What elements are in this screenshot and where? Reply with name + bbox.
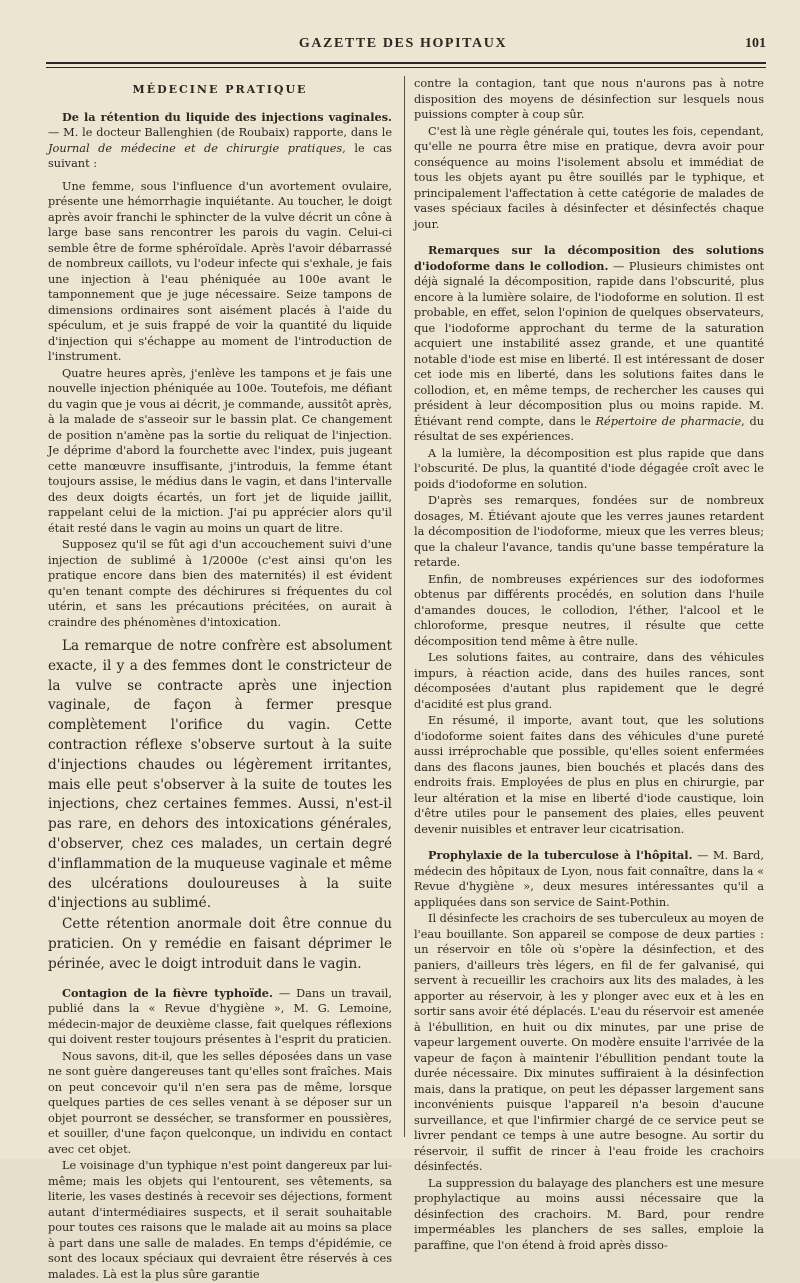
article-title: Remarques sur la décomposition des solutions d'iodoforme dans le collodion. xyxy=(414,243,764,273)
article-lead-text: — Dans un travail, publié dans la « Revue d'hygiène », M. G. Lemoine, médecin-major de deuxième classe, fait quelques réflexions qui doivent rester toujours présentes à l'esprit du praticien. xyxy=(48,986,392,1047)
paragraph: Cette rétention anormale doit être connue du praticien. On y remédie en faisant déprimer le périnée, avec le doigt introduit dans le vagin. xyxy=(48,916,392,972)
article-lead xyxy=(48,986,392,1048)
paragraph: Une femme, sous l'influence d'un avortement ovulaire, présente une hémorrhagie inquiétante. Au toucher, le doigt après avoir franchi le sphincter de la vulve décrit un cône à large base sans rencontrer les parois du vagin. Celui-ci semble être de forme sphéroïdale. Après l'avoir débarrassé de nombreux caillots, vu l'odeur infecte qui s'exhale, je fais une injection à l'eau phéniquée au 100e avant le tamponnement que je juge nécessaire. Seize tampons de dimensions ordinaires sont aisément placés à l'aide du spéculum, et je suis frappé de voir la quantité du liquide d'injection qui s'échappe au moment de l'introduction de l'instrument. xyxy=(48,179,392,363)
paragraph: Le voisinage d'un typhique n'est point dangereux par lui-même; mais les objets qui l'entourent, ses vêtements, sa literie, les vases destinés à recevoir ses déjections, forment autant d'intermédiaires suspects, et il serait souhaitable pour toutes ces raisons que le malade ait au moins sa place à part dans une salle de malades. En temps d'épidémie, ce sont des locaux spéciaux qui devraient être réservés à ces malades. Là est la plus sûre garantie xyxy=(48,1159,392,1281)
header-rule-thick xyxy=(46,62,766,64)
paragraph: C'est là une règle générale qui, toutes les fois, cependant, qu'elle ne pourra être mise en pratique, devra avoir pour conséquence au moins l'isolement absolu et immédiat de tous les objets ayant pu être souillés par le typhique, et principalement l'affectation à cette catégorie de malades de vases spéciaux faciles à désinfecter et désinfectés chaque jour. xyxy=(414,124,764,231)
paragraph: Les solutions faites, au contraire, dans des véhicules impurs, à réaction acide, dans des huiles rances, sont décomposées d'autant plus rapidement que le degré d'acidité est plus grand. xyxy=(414,651,764,711)
paragraph: Il désinfecte les crachoirs de ses tuberculeux au moyen de l'eau bouillante. Son appareil se compose de deux parties : un réservoir en tôle où s'opère la désinfection, et des paniers, d'ailleurs très légers, en fil de fer galvanisé, qui servent à recueillir les crachoirs aux lits des malades, à les apporter au réservoir, à les y plonger avec eux et à les en sortir sans avoir été déplacés. L'eau du réservoir est amenée à l'ébullition, en huit ou dix minutes, par une prise de vapeur largement ouverte. On modère ensuite l'arrivée de la vapeur de façon à maintenir l'ébullition pendant toute la durée nécessaire. Dix minutes suffiraient à la désinfection mais, dans la pratique, on peut les dépasser largement sans inconvénients puisque l'appareil n'a besoin d'aucune surveillance, et que l'infirmier chargé de ce service peut se livrer pendant ce temps à une autre besogne. Au sortir du réservoir, il suffit de rincer à l'eau froide les crachoirs désinfectés. xyxy=(414,912,764,1173)
paragraph: A la lumière, la décomposition est plus rapide que dans l'obscurité. De plus, la quantité d'iode dégagée croît avec le poids d'iodoforme en solution. xyxy=(414,446,764,491)
article-title: De la rétention du liquide des injections vaginales. xyxy=(62,109,392,124)
article-lead-text: — Plusieurs chimistes ont déjà signalé la décomposition, rapide dans l'obscurité, plus encore à la lumière solaire, de l'iodoforme en solution. Il est probable, en effet, selon l'opinion de quelques observateurs, que l'iodoforme approchant du terme de la saturation acquiert une instabilité assez grande, et une quantité notable d'iode est mise en liberté. Il est intéressant de doser cet iode mis en liberté, dans les solutions faites dans le collodion, et, en même temps, de rechercher les causes qui président à leur décomposition plus ou moins rapide. M. Étiévant rend compte, dans le xyxy=(414,259,765,428)
article-title: Prophylaxie de la tuberculose à l'hôpital. xyxy=(428,848,693,862)
page-number: 101 xyxy=(745,36,766,51)
article-lead-end: , du résultat de ses expériences. xyxy=(414,414,764,443)
article-lead xyxy=(414,848,764,910)
journal-name: Journal de médecine et de chirurgie pratiques xyxy=(48,141,343,155)
page-header xyxy=(40,34,766,60)
paragraph: La remarque de notre confrère est absolument exacte, il y a des femmes dont le constricteur de la vulve se contracte après une injection vaginale, de façon à fermer presque complètement l'orifice du vagin. Cette contraction réflexe s'observe surtout à la suite d'injections chaudes ou légèrement irritantes, mais elle peut s'observer à la suite de toutes les injections, chez certaines femmes. Aussi, n'est-il pas rare, en dehors des intoxications générales, d'observer, chez ces malades, un certain degré d'inflammation de la muqueuse vaginale et même des ulcérations douloureuses à la suite d'injections au sublimé. xyxy=(48,638,392,912)
paragraph: Quatre heures après, j'enlève les tampons et je fais une nouvelle injection phéniquée au 100e. Toutefois, me défiant du vagin que je vous ai décrit, je commande, aussitôt après, à la malade de s'asseoir sur le bassin plat. Ce changement de position n'amène pas la sortie du reliquat de l'injection. Je déprime d'abord la fourchette avec l'index, puis jugeant cette manœuvre insuffisante, j'introduis, la femme étant toujours assise, le médius dans le vagin, et dans l'intervalle des deux doigts écartés, un fort jet de liquide jaillit, rappelant celui de la miction. J'ai pu apprécier alors qu'il était resté dans le vagin au moins un quart de litre. xyxy=(48,366,392,535)
section-heading: MÉDECINE PRATIQUE xyxy=(132,83,308,96)
left-column xyxy=(48,76,392,1283)
article-lead xyxy=(48,110,392,172)
article-lead-text: — M. Bard, médecin des hôpitaux de Lyon, nous fait connaître, dans la « Revue d'hygiène », deux mesures intéressantes qu'il a appliquées dans son service de Saint-Pothin. xyxy=(414,849,764,909)
article-lead-text: — M. le docteur Ballenghien (de Roubaix) rapporte, dans le xyxy=(48,126,392,139)
right-column xyxy=(414,76,764,1254)
article-lead-end: , le cas suivant : xyxy=(48,141,392,170)
column-divider xyxy=(404,76,405,1137)
article-title: Contagion de la fièvre typhoïde. xyxy=(62,985,273,1000)
article-lead xyxy=(414,243,764,445)
paragraph: contre la contagion, tant que nous n'aurons pas à notre disposition des moyens de désinfection sur lesquels nous puissions compter à coup sûr. xyxy=(414,77,764,121)
journal-name: Répertoire de pharmacie xyxy=(595,414,742,428)
paragraph: Enfin, de nombreuses expériences sur des iodoformes obtenus par différents procédés, en solution dans l'huile d'amandes douces, le collodion, l'éther, l'alcool et le chloroforme, presque neutres, il résulte que cette décomposition tend même à être nulle. xyxy=(414,572,764,648)
paragraph: Nous savons, dit-il, que les selles déposées dans un vase ne sont guère dangereuses tant qu'elles sont fraîches. Mais on peut concevoir qu'il n'en sera pas de même, lorsque quelques parties de ces selles venant à se déposer sur un objet pourront se dessécher, se transformer en poussières, et souiller, d'une façon quelconque, un individu en contact avec cet objet. xyxy=(48,1049,392,1156)
paragraph: Supposez qu'il se fût agi d'un accouchement suivi d'une injection de sublimé à 1/2000e (c'est ainsi qu'on les pratique encore dans bien des maternités) il est évident qu'en tenant compte des déchirures si fréquentes du col utérin, et sans les précautions précitées, on aurait à craindre des phénomènes d'intoxication. xyxy=(48,538,392,629)
header-rule-thin xyxy=(46,67,766,68)
paragraph: La suppression du balayage des planchers est une mesure prophylactique au moins aussi nécessaire que la désinfection des crachoirs. M. Bard, pour rendre imperméables les planchers de ses salles, emploie la paraffine, que l'on étend à froid après disso- xyxy=(414,1176,764,1252)
commentary xyxy=(48,637,392,975)
paragraph: En résumé, il importe, avant tout, que les solutions d'iodoforme soient faites dans des véhicules d'une pureté aussi irréprochable que possible, qu'elles soient enfermées dans des flacons jaunes, bien bouchés et placés dans des endroits frais. Employées de plus en plus en chirurgie, par leur altération et la mise en liberté d'iode caustique, loin d'être utiles pour le pansement des plaies, elles peuvent devenir nuisibles et entraver leur cicatrisation. xyxy=(414,714,764,836)
journal-title: GAZETTE DES HOPITAUX xyxy=(298,36,508,51)
paragraph: D'après ses remarques, fondées sur de nombreux dosages, M. Étiévant ajoute que les verres jaunes retardent la décomposition de l'iodoforme, mieux que les verres bleus; que la chaleur l'avance, tandis qu'une basse température la retarde. xyxy=(414,494,764,569)
